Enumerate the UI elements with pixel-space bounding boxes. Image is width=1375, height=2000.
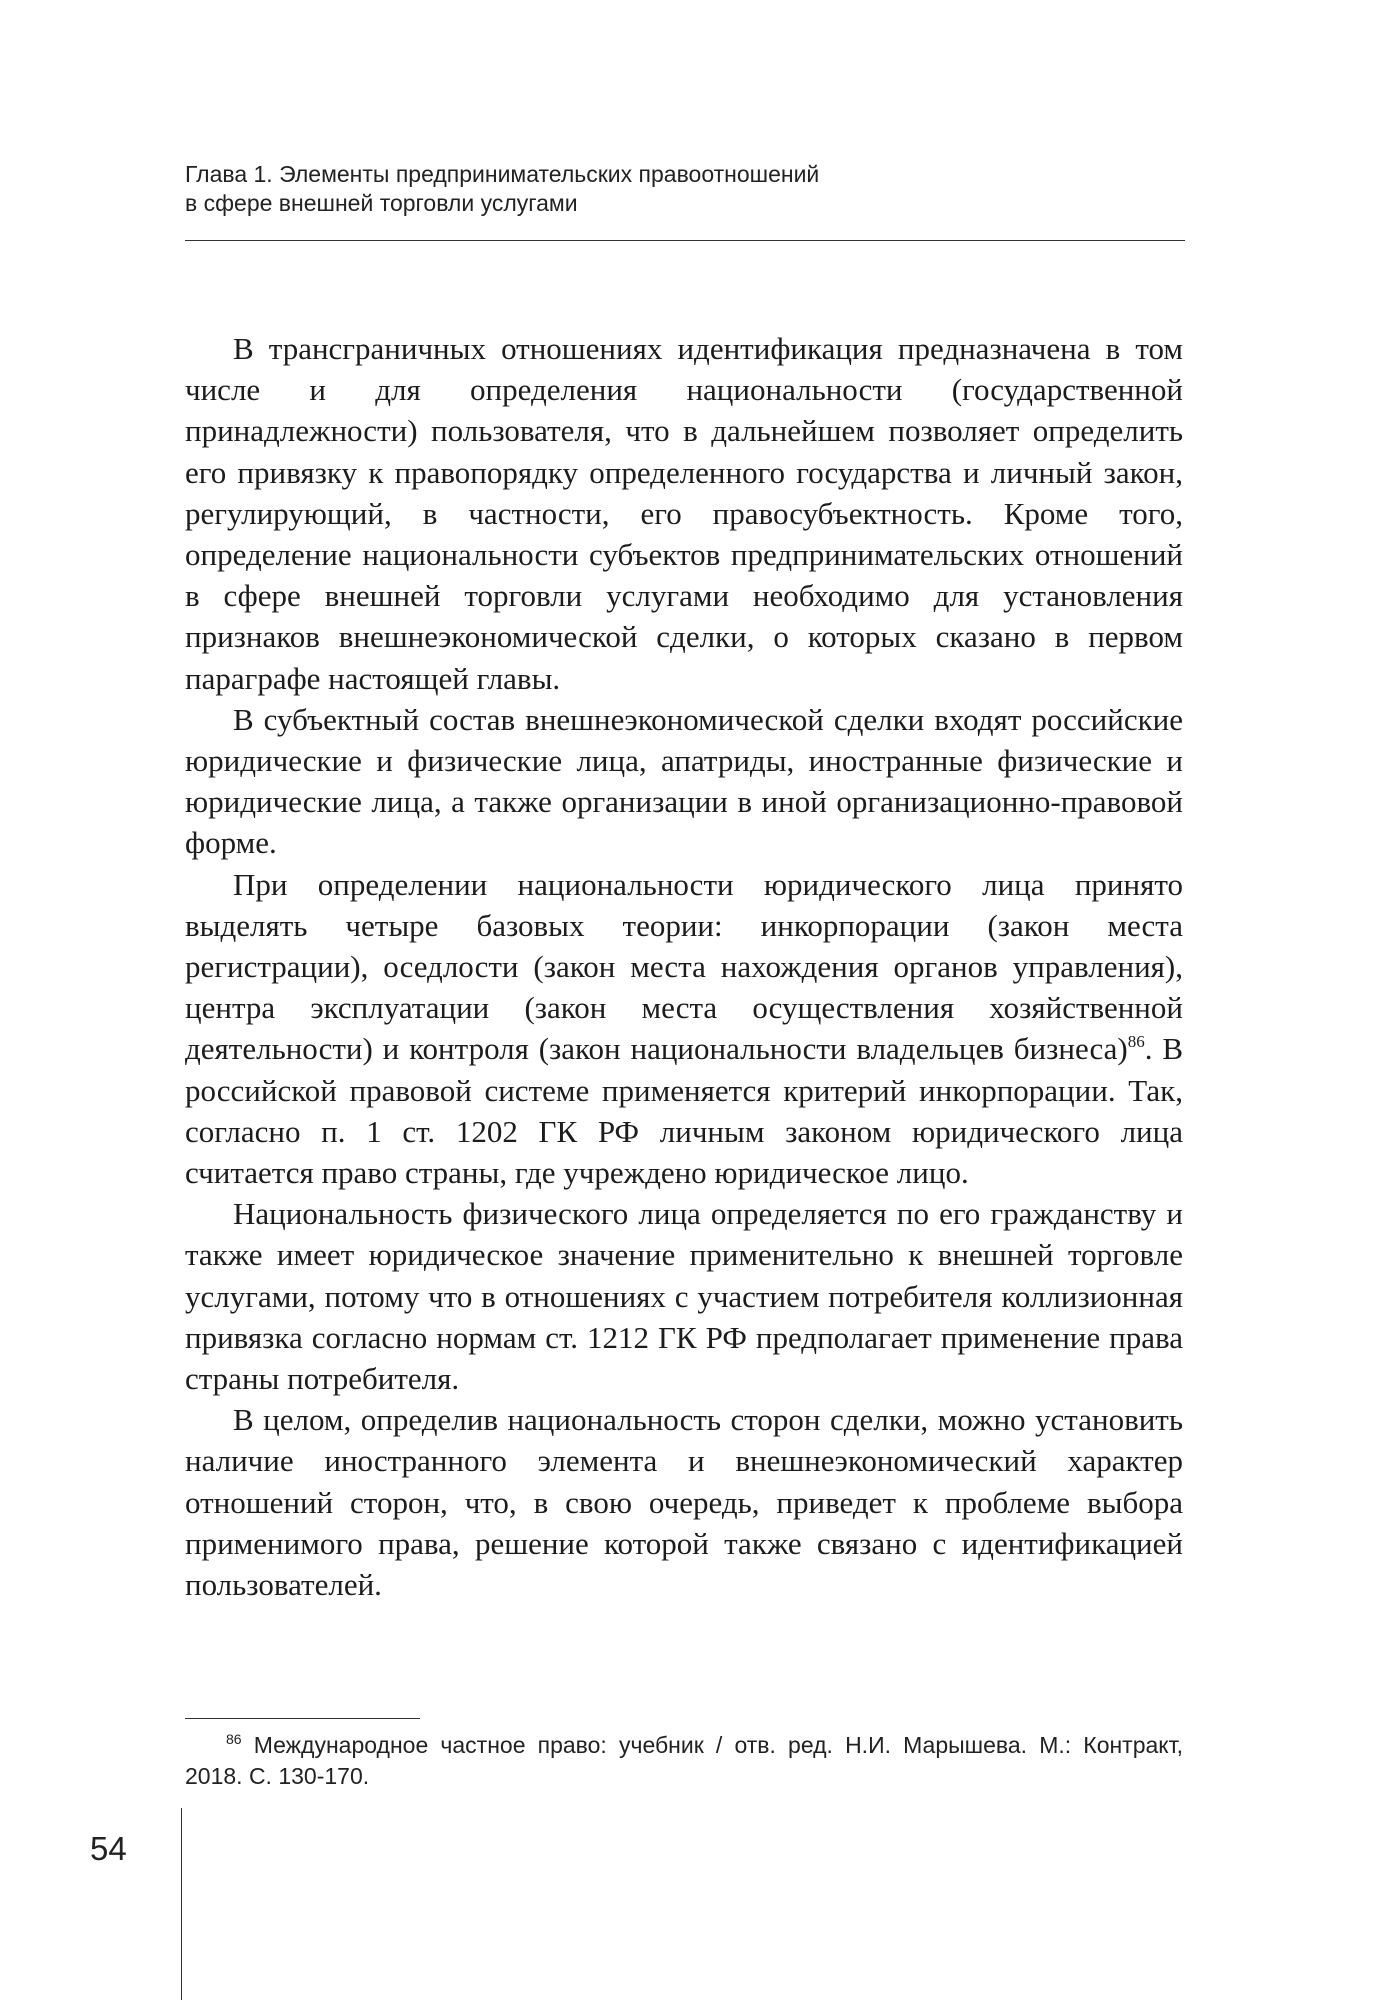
header-line-1: Глава 1. Элементы предпринимательских правоотношений (185, 161, 820, 187)
header-line-2: в сфере внешней торговли услугами (185, 190, 578, 216)
paragraph-4: Национальность физического лица определяется по его гражданству и также имеет юридическое значение применительно к внешней торговле услугами, потому что в отношениях с участием потребителя коллизионная привязка согласно нормам ст. 1212 ГК РФ предполагает применение права страны потребителя. (185, 1196, 1183, 1397)
header-rule (185, 240, 1185, 241)
paragraph-3-text-before: При определении национальности юридического лица принято выделять четыре базовых теории: инкорпорации (закон места регистрации), оседлости (закон места нахождения органов управления), центра эксплуатации (закон места осуществления хозяйственной деятельности) и контроля (закон национальности владельцев бизнеса) (185, 866, 1183, 1067)
footnote-mark: 86 (226, 1731, 242, 1747)
margin-line (181, 1808, 182, 2000)
paragraph-3 (185, 864, 1183, 1194)
paragraph-2: В субъектный состав внешнеэкономической сделки входят российские юридические и физические лица, апатриды, иностранные физические и юридические лица, а также организации в иной организационно-правовой форме. (185, 701, 1183, 861)
footnote-reference: 86 (1127, 1032, 1145, 1052)
footnote-text: Международное частное право: учебник / отв. ред. Н.И. Марышева. М.: Контракт, 2018. С. 130-170. (185, 1732, 1183, 1789)
paragraph-1: В трансграничных отношениях идентификация предназначена в том числе и для определения национальности (государственной принадлежности) пользователя, что в дальнейшем позволяет определить его привязку к правопорядку определенного государства и личный закон, регулирующий, в частности, его правосубъектность. Кроме того, определение национальности субъектов предпринимательских отношений в сфере внешней торговли услугами необходимо для установления признаков внешнеэкономической сделки, о которых сказано в первом параграфе настоящей главы. (185, 331, 1183, 696)
page-number: 54 (90, 1830, 127, 1867)
paragraph-3-text-after: . В российской правовой системе применяется критерий инкорпорации. Так, согласно п. 1 ст. 1202 ГК РФ личным законом юридического лица считается право страны, где учреждено юридическое лицо. (185, 1031, 1183, 1191)
paragraph-5: В целом, определив национальность сторон сделки, можно установить наличие иностранного элемента и внешнеэкономический характер отношений сторон, что, в свою очередь, приведет к проблеме выбора применимого права, решение которой также связано с идентификацией пользователей. (185, 1402, 1183, 1603)
footnote-rule (185, 1718, 420, 1719)
body-text (185, 328, 1183, 1605)
footnote (185, 1730, 1183, 1792)
running-header (185, 160, 1185, 218)
